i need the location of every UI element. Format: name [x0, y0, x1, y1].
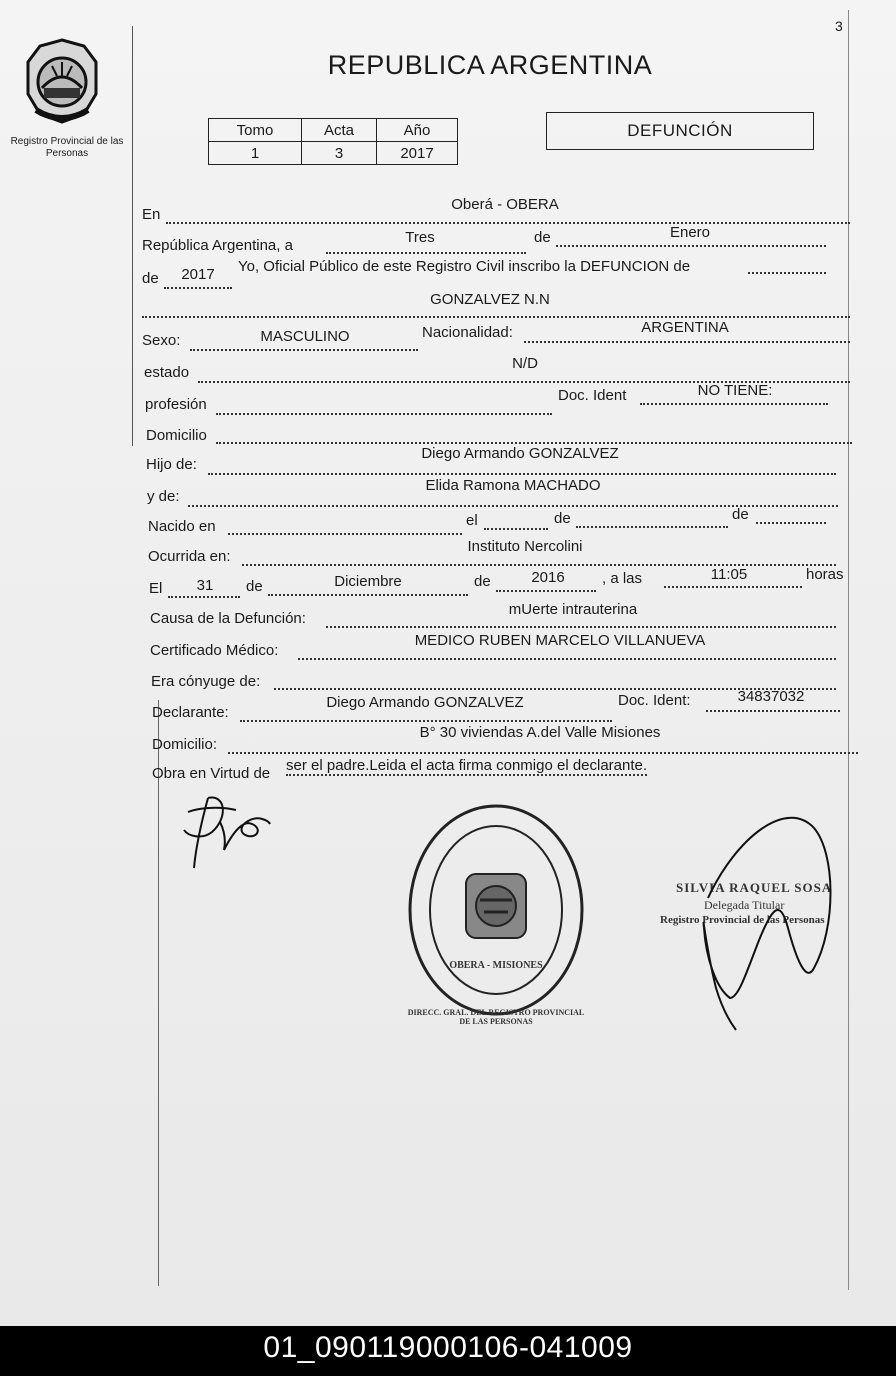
left-margin-line	[132, 26, 133, 446]
sexo-value: MASCULINO	[260, 328, 350, 345]
day-value: Tres	[405, 229, 435, 246]
document-title: REPUBLICA ARGENTINA	[327, 50, 653, 80]
ocurrida-label: Ocurrida en:	[148, 548, 231, 565]
document-code: 01_090119000106-041009	[263, 1331, 633, 1364]
officer-text: Yo, Oficial Público de este Registro Civil inscribo la DEFUNCION de	[238, 258, 691, 275]
place-of-death: Instituto Nercolini	[467, 538, 583, 555]
organization-name: Registro Provincial de las Personas	[10, 136, 124, 159]
cause-of-death: mUerte intrauterina	[508, 601, 638, 618]
domicilio-label: Domicilio	[146, 427, 207, 444]
sexo-line	[190, 349, 418, 351]
doc-ident-label: Doc. Ident	[558, 387, 627, 404]
sexo-label: Sexo:	[142, 332, 181, 349]
hijo-label: Hijo de:	[146, 456, 197, 473]
de3-label: de	[732, 506, 749, 523]
record-type-box: DEFUNCIÓN	[546, 112, 814, 150]
yde-label: y de:	[147, 488, 180, 505]
de2-label: de	[554, 510, 571, 527]
hijo-line	[208, 473, 836, 475]
death-year: 2016	[531, 569, 565, 586]
province-seal-logo	[22, 36, 102, 126]
nacido-label: Nacido en	[148, 518, 216, 535]
officer-line	[748, 272, 826, 274]
mother-name: Elida Ramona MACHADO	[425, 477, 601, 494]
conyuge-label: Era cónyuge de:	[151, 673, 261, 690]
ano-header: Año	[377, 119, 458, 142]
official-name: SILVIA RAQUEL SOSA	[676, 880, 833, 895]
en-value: Oberá - OBERA	[451, 196, 559, 213]
father-name: Diego Armando GONZALVEZ	[421, 445, 619, 462]
official-title: Delegada Titular	[704, 898, 785, 912]
acta-header: Acta	[302, 119, 377, 142]
republica-label: República Argentina, a	[142, 237, 293, 254]
declarante-label: Declarante:	[152, 704, 229, 721]
tomo-value: 1	[209, 142, 302, 165]
day-line	[326, 252, 526, 254]
nacionalidad-value: ARGENTINA	[641, 319, 729, 336]
profesion-line	[216, 413, 552, 415]
official-signature	[696, 808, 846, 1038]
profesion-label: profesión	[145, 396, 207, 413]
nacionalidad-label: Nacionalidad:	[422, 324, 513, 341]
domicilio-line	[216, 442, 852, 444]
death-year-line	[496, 590, 596, 592]
alas-label: , a las	[602, 570, 643, 587]
stamp-inner-text: OBERA - MISIONES	[449, 960, 543, 971]
death-day-line	[168, 596, 240, 598]
de2-line	[576, 526, 728, 528]
right-margin-line	[848, 10, 849, 1290]
domicilio2-label: Domicilio:	[152, 736, 218, 753]
doc-ident-value: NO TIENE:	[697, 382, 773, 399]
declarant-address: B° 30 viviendas A.del Valle Misiones	[419, 724, 661, 741]
left-margin-line-lower	[158, 700, 159, 1286]
official-round-stamp	[404, 800, 588, 1020]
declarante-line	[240, 720, 612, 722]
horas-label: horas	[806, 566, 844, 583]
closing-statement: ser el padre.Leida el acta firma conmigo el declarante.	[286, 757, 648, 774]
acta-value: 3	[302, 142, 377, 165]
de3-line	[756, 522, 826, 524]
certificado-label: Certificado Médico:	[150, 642, 279, 659]
deceased-name: GONZALVEZ N.N	[430, 291, 550, 308]
causa-label: Causa de la Defunción:	[150, 610, 306, 627]
name-line	[142, 316, 850, 318]
de-label: de	[534, 229, 551, 246]
registry-table	[208, 118, 458, 165]
tomo-header: Tomo	[209, 119, 302, 142]
doc-ident-line	[640, 403, 828, 405]
year-value: 2017	[181, 266, 215, 283]
page-number: 3	[835, 18, 843, 34]
ano-value: 2017	[377, 142, 458, 165]
estado-label: estado	[144, 364, 190, 381]
causa-line	[326, 626, 836, 628]
month-line	[556, 245, 826, 247]
estado-value: N/D	[512, 355, 538, 372]
el2-label: El	[149, 580, 163, 597]
month-value: Enero	[669, 224, 711, 241]
el-line	[484, 528, 548, 530]
nacionalidad-line	[524, 341, 850, 343]
el-label: el	[466, 512, 478, 529]
death-day: 31	[196, 577, 214, 594]
stamp-ring-text: DIRECC. GRAL. DEL REGISTRO PROVINCIAL DE LAS PERSONAS	[407, 1008, 585, 1026]
death-time: 11:05	[710, 566, 748, 583]
de5-label: de	[474, 573, 491, 590]
death-time-line	[664, 586, 802, 588]
doc2-line	[706, 710, 840, 712]
certificado-line	[298, 658, 836, 660]
official-org: Registro Provincial de las Personas	[660, 914, 825, 926]
domicilio2-line	[228, 752, 858, 754]
doc2-label: Doc. Ident:	[618, 692, 691, 709]
de-year-label: de	[142, 270, 159, 287]
declarant-signature	[178, 790, 274, 874]
en-label: En	[142, 206, 161, 223]
nacido-line	[228, 533, 462, 535]
obra-label: Obra en Virtud de	[152, 765, 271, 782]
de4-label: de	[246, 578, 263, 595]
death-month-line	[268, 594, 468, 596]
declarant-doc: 34837032	[737, 688, 805, 705]
death-month: Diciembre	[334, 573, 402, 590]
medical-certifier: MEDICO RUBEN MARCELO VILLANUEVA	[414, 632, 706, 649]
declarant-name: Diego Armando GONZALVEZ	[326, 694, 524, 711]
year-line	[164, 287, 232, 289]
